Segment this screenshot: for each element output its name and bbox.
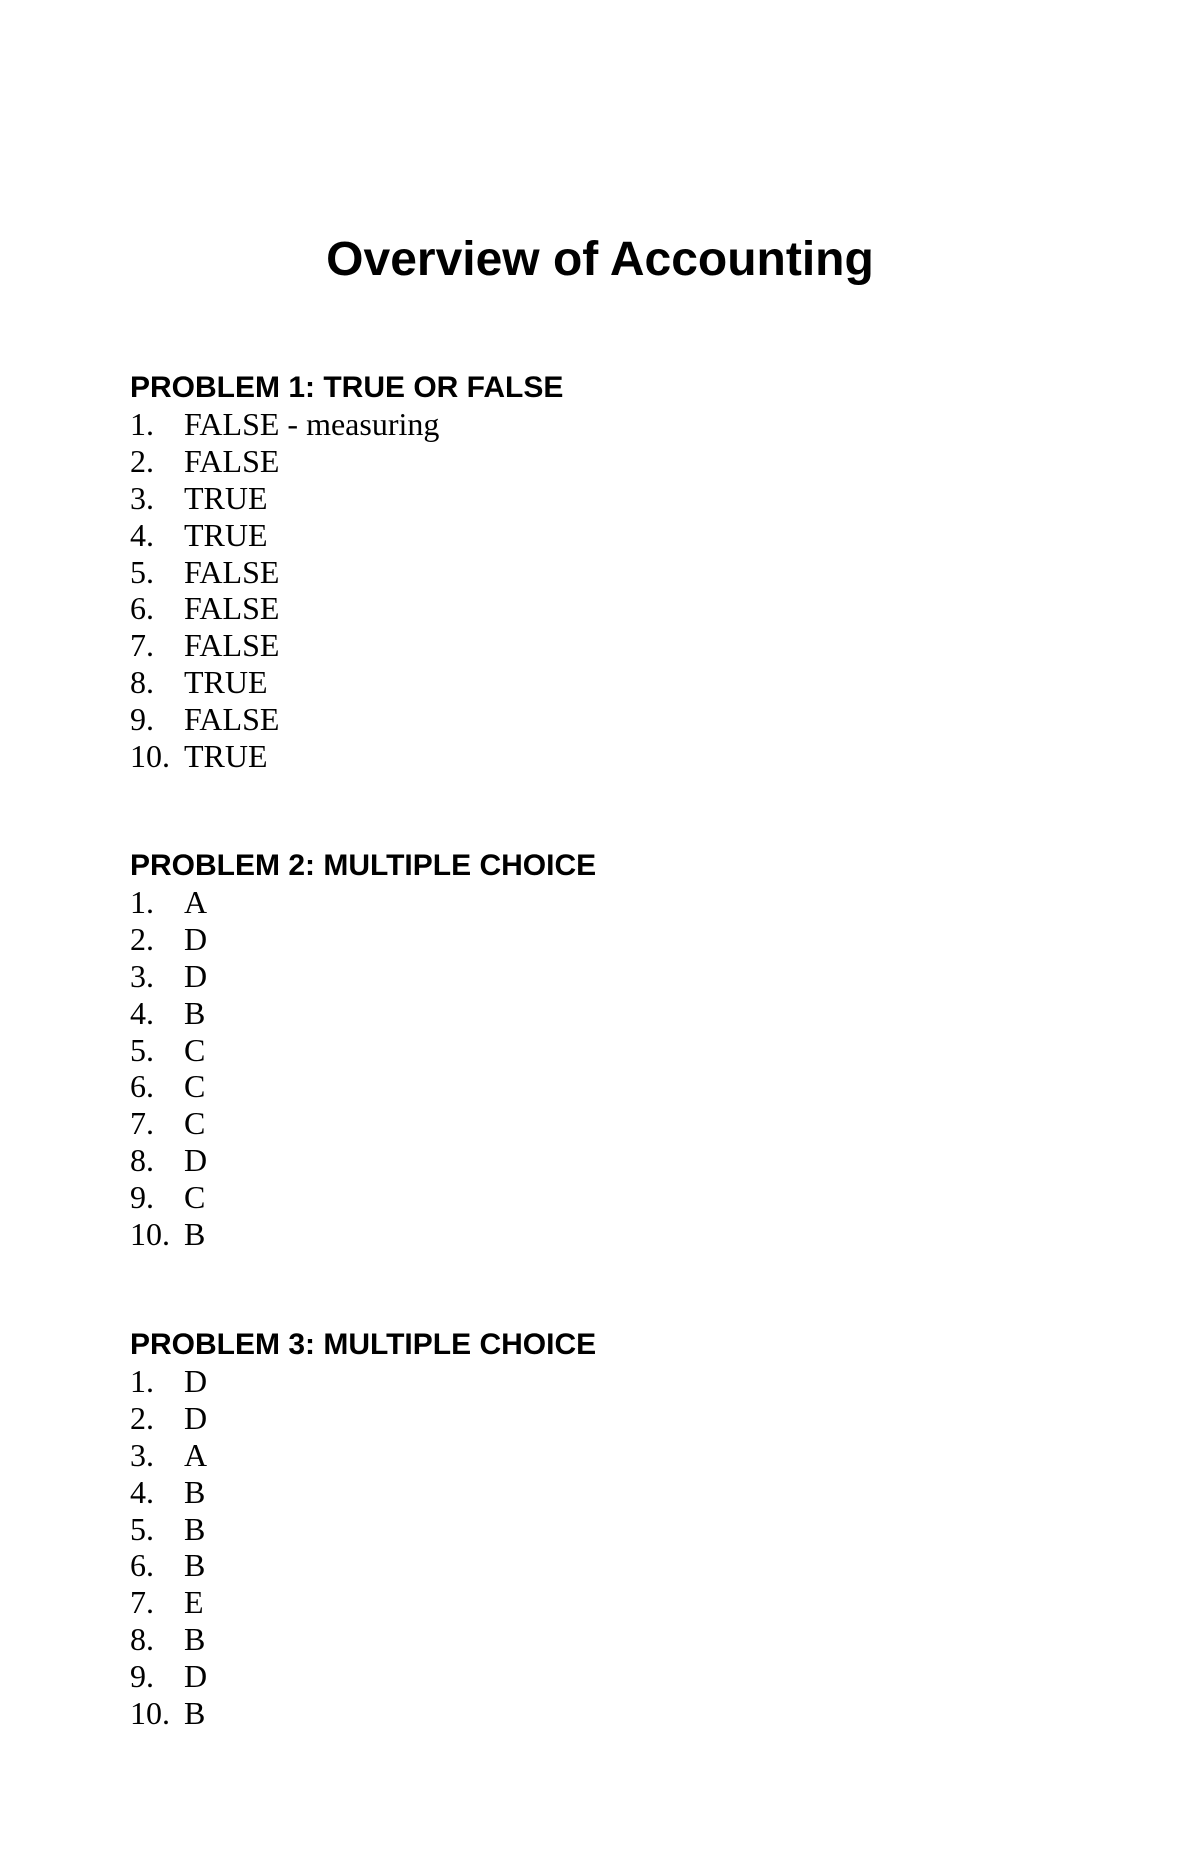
- list-item: [130, 1105, 1030, 1142]
- item-number: 6.: [130, 1068, 154, 1105]
- list-item: [130, 554, 1030, 591]
- item-number: 7.: [130, 1105, 154, 1142]
- item-number: 10.: [130, 738, 170, 775]
- list-item: [130, 1621, 1030, 1658]
- item-number: 2.: [130, 920, 154, 957]
- item-number: 2.: [130, 442, 154, 479]
- item-number: 8.: [130, 664, 154, 701]
- item-number: 9.: [130, 701, 154, 738]
- item-answer: FALSE: [184, 701, 280, 738]
- item-number: 4.: [130, 516, 154, 553]
- list-item: [130, 590, 1030, 627]
- item-number: 6.: [130, 590, 154, 627]
- item-answer: D: [184, 920, 208, 957]
- item-number: 1.: [130, 406, 154, 442]
- item-number: 8.: [130, 1621, 154, 1658]
- list-item: [130, 627, 1030, 664]
- item-answer: TRUE: [184, 738, 268, 775]
- list-item: [130, 995, 1030, 1032]
- item-number: 8.: [130, 1142, 154, 1179]
- item-answer: B: [184, 1547, 206, 1584]
- item-answer: B: [184, 994, 206, 1031]
- section-heading: PROBLEM 3: MULTIPLE CHOICE: [130, 1328, 597, 1361]
- item-answer: FALSE: [184, 590, 280, 627]
- item-number: 9.: [130, 1179, 154, 1216]
- item-answer: B: [184, 1695, 206, 1732]
- list-item: [130, 1695, 1030, 1732]
- item-number: 7.: [130, 1584, 154, 1621]
- item-number: 6.: [130, 1547, 154, 1584]
- list-item: [130, 480, 1030, 517]
- list-item: [130, 1068, 1030, 1105]
- item-number: 2.: [130, 1399, 154, 1436]
- item-number: 7.: [130, 627, 154, 664]
- item-answer: D: [184, 1658, 208, 1695]
- item-answer: TRUE: [184, 516, 268, 553]
- item-answer: TRUE: [184, 479, 268, 516]
- section-problem-3: [130, 1327, 1030, 1732]
- item-answer: C: [184, 1179, 206, 1216]
- list-item: [130, 1179, 1030, 1216]
- item-number: 3.: [130, 1436, 154, 1473]
- list-item: [130, 1584, 1030, 1621]
- section-heading: PROBLEM 1: TRUE OR FALSE: [130, 371, 564, 404]
- list-item: [130, 406, 1030, 443]
- answer-list: [130, 1363, 1030, 1732]
- item-answer: B: [184, 1510, 206, 1547]
- section-problem-2: [130, 848, 1030, 1253]
- document-title: Overview of Accounting: [326, 233, 874, 286]
- item-answer: FALSE - measuring: [184, 406, 440, 442]
- list-item: [130, 921, 1030, 958]
- item-number: 9.: [130, 1658, 154, 1695]
- item-number: 3.: [130, 957, 154, 994]
- list-item: [130, 1511, 1030, 1548]
- list-item: [130, 1547, 1030, 1584]
- item-answer: D: [184, 1363, 208, 1399]
- item-answer: C: [184, 1105, 206, 1142]
- item-answer: FALSE: [184, 627, 280, 664]
- list-item: [130, 738, 1030, 775]
- list-item: [130, 664, 1030, 701]
- item-answer: E: [184, 1584, 204, 1621]
- item-number: 4.: [130, 1473, 154, 1510]
- list-item: [130, 1474, 1030, 1511]
- list-item: [130, 443, 1030, 480]
- section-problem-1: [130, 370, 1030, 775]
- answer-list: [130, 406, 1030, 775]
- list-item: [130, 958, 1030, 995]
- item-number: 4.: [130, 994, 154, 1031]
- item-answer: TRUE: [184, 664, 268, 701]
- item-number: 3.: [130, 479, 154, 516]
- list-item: [130, 517, 1030, 554]
- item-answer: C: [184, 1068, 206, 1105]
- list-item: [130, 1032, 1030, 1069]
- list-item: [130, 1437, 1030, 1474]
- item-answer: B: [184, 1473, 206, 1510]
- item-answer: C: [184, 1031, 206, 1068]
- item-answer: D: [184, 1142, 208, 1179]
- item-number: 1.: [130, 1363, 154, 1399]
- item-answer: D: [184, 1399, 208, 1436]
- list-item: [130, 1363, 1030, 1400]
- list-item: [130, 1216, 1030, 1253]
- item-number: 10.: [130, 1695, 170, 1732]
- item-number: 5.: [130, 553, 154, 590]
- item-number: 5.: [130, 1031, 154, 1068]
- item-answer: A: [184, 884, 208, 920]
- item-answer: B: [184, 1216, 206, 1253]
- list-item: [130, 1658, 1030, 1695]
- answer-list: [130, 884, 1030, 1253]
- item-answer: FALSE: [184, 442, 280, 479]
- item-answer: B: [184, 1621, 206, 1658]
- item-number: 1.: [130, 884, 154, 920]
- list-item: [130, 1142, 1030, 1179]
- section-heading: PROBLEM 2: MULTIPLE CHOICE: [130, 849, 597, 882]
- item-number: 10.: [130, 1216, 170, 1253]
- item-answer: A: [184, 1436, 208, 1473]
- item-number: 5.: [130, 1510, 154, 1547]
- item-answer: FALSE: [184, 553, 280, 590]
- list-item: [130, 701, 1030, 738]
- list-item: [130, 1400, 1030, 1437]
- item-answer: D: [184, 957, 208, 994]
- list-item: [130, 884, 1030, 921]
